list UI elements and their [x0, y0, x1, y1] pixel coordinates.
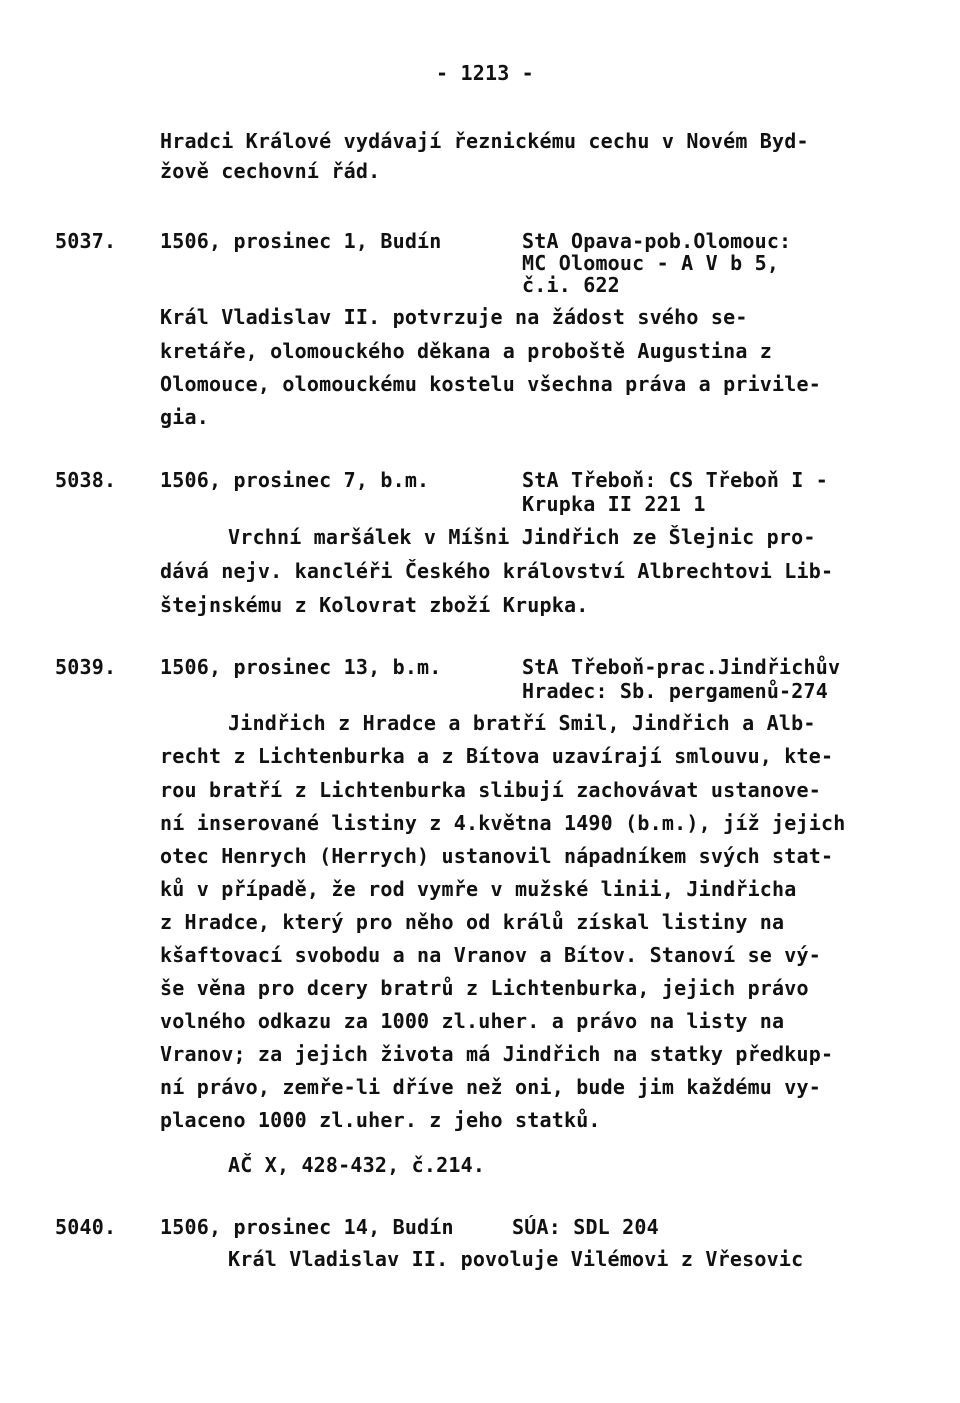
entry-text-line: volného odkazu za 1000 zl.uher. a právo na listy na — [160, 1009, 785, 1033]
entry-text-line: Vrchní maršálek v Míšni Jindřich ze Šlejnic pro- — [228, 525, 816, 549]
entry-date: 1506, prosinec 14, Budín — [160, 1215, 454, 1239]
entry-archive: StA Třeboň-prac.Jindřichův — [522, 655, 841, 679]
entry-number: 5040. — [55, 1215, 117, 1239]
entry-text-line: rou bratří z Lichtenburka slibují zachovávat ustanove- — [160, 778, 822, 802]
entry-text-line: kretáře, olomouckého děkana a proboště Augustina z — [160, 339, 773, 363]
entry-text-line: placeno 1000 zl.uher. z jeho statků. — [160, 1108, 601, 1132]
entry-text-line: recht z Lichtenburka a z Bítova uzavírají smlouvu, kte- — [160, 744, 834, 768]
entry-text-line: Král Vladislav II. povoluje Vilémovi z Vřesovic — [228, 1247, 804, 1271]
entry-text-line: ní právo, zemře-li dříve než oni, bude jim každému vy- — [160, 1075, 822, 1099]
entry-text-line: z Hradce, který pro něho od králů získal listiny na — [160, 910, 785, 934]
entry-text-line: gia. — [160, 405, 209, 429]
entry-reference: AČ X, 428-432, č.214. — [228, 1153, 486, 1177]
entry-text-line: kšaftovací svobodu a na Vranov a Bítov. Stanoví se vý- — [160, 943, 822, 967]
page-number: - 1213 - — [436, 61, 534, 85]
entry-text-line: ků v případě, že rod vymře v mužské linii, Jindřicha — [160, 877, 797, 901]
entry-text-line: Král Vladislav II. potvrzuje na žádost svého se- — [160, 305, 748, 329]
entry-number: 5039. — [55, 655, 117, 679]
entry-archive: StA Třeboň: CS Třeboň I - — [522, 468, 829, 492]
entry-date: 1506, prosinec 7, b.m. — [160, 468, 430, 492]
entry-text-line: še věna pro dcery bratrů z Lichtenburka, jejich právo — [160, 976, 809, 1000]
entry-number: 5038. — [55, 468, 117, 492]
entry-text-line: dává nejv. kancléři Českého království Albrechtovi Lib- — [160, 559, 834, 583]
intro-line: Hradci Králové vydávají řeznickému cechu v Novém Byd- — [160, 129, 809, 153]
intro-line: žově cechovní řád. — [160, 159, 381, 183]
entry-archive: č.i. 622 — [522, 273, 620, 297]
entry-text-line: otec Henrych (Herrych) ustanovil nápadníkem svých stat- — [160, 844, 834, 868]
entry-text-line: Olomouce, olomouckému kostelu všechna práva a privile- — [160, 372, 822, 396]
entry-archive: StA Opava-pob.Olomouc: — [522, 229, 792, 253]
entry-date: 1506, prosinec 1, Budín — [160, 229, 442, 253]
entry-text-line: ní inserované listiny z 4.května 1490 (b.m.), jíž jejich — [160, 811, 846, 835]
entry-archive: SÚA: SDL 204 — [512, 1215, 659, 1239]
entry-archive: MC Olomouc - A V b 5, — [522, 251, 780, 275]
entry-archive: Hradec: Sb. pergamenů-274 — [522, 679, 829, 703]
entry-archive: Krupka II 221 1 — [522, 492, 706, 516]
entry-text-line: štejnskému z Kolovrat zboží Krupka. — [160, 593, 589, 617]
entry-text-line: Jindřich z Hradce a bratří Smil, Jindřich a Alb- — [228, 711, 816, 735]
entry-date: 1506, prosinec 13, b.m. — [160, 655, 442, 679]
entry-text-line: Vranov; za jejich života má Jindřich na statky předkup- — [160, 1042, 834, 1066]
entry-number: 5037. — [55, 229, 117, 253]
